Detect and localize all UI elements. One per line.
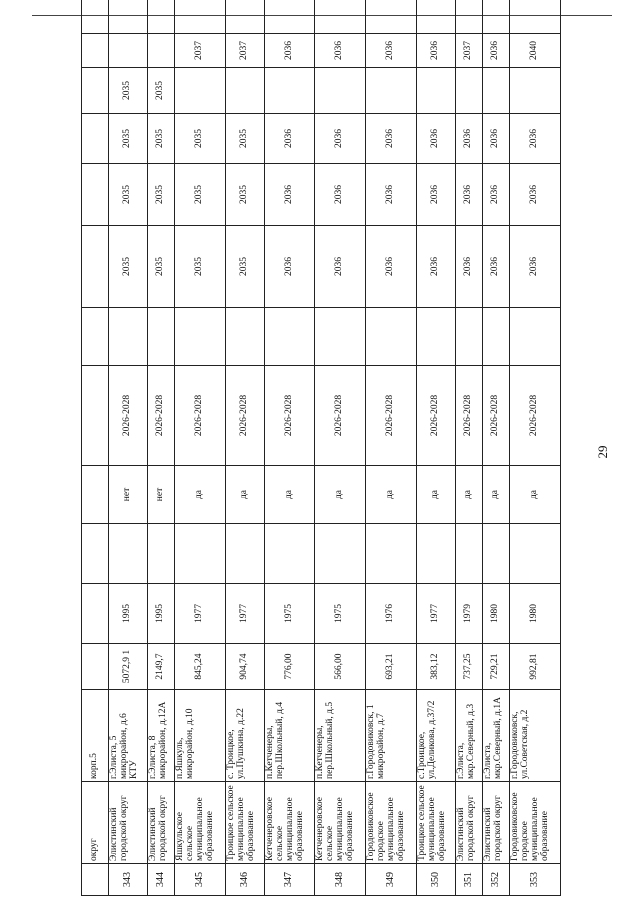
row-number-cell: 348 <box>315 864 366 896</box>
empty-cell <box>416 0 455 34</box>
needs-repair-cell: да <box>416 466 455 524</box>
needs-repair-cell: да <box>225 466 264 524</box>
deadline-4-cell <box>510 68 561 114</box>
empty-cell <box>225 0 264 34</box>
empty-cell <box>483 0 510 34</box>
col6-cell <box>366 524 417 584</box>
col9-cell <box>109 308 148 366</box>
deadline-1-cell: 2036 <box>483 226 510 308</box>
deadline-3-cell: 2036 <box>455 114 482 164</box>
repair-period-cell: 2026-2028 <box>225 366 264 466</box>
area-cell: 904,74 <box>225 644 264 690</box>
deadline-5-cell: 2036 <box>264 34 315 68</box>
header-cell <box>82 524 109 584</box>
col6-cell <box>175 524 226 584</box>
area-cell: 776,00 <box>264 644 315 690</box>
municipality-cell: Элистинский городской округ <box>483 782 510 864</box>
table-row <box>510 0 561 896</box>
deadline-5-cell: 2037 <box>455 34 482 68</box>
col6-cell <box>225 524 264 584</box>
table-row <box>225 0 264 896</box>
deadline-2-cell: 2036 <box>483 164 510 226</box>
deadline-4-cell <box>315 68 366 114</box>
empty-cell <box>147 0 174 34</box>
empty-cell <box>366 0 417 34</box>
deadline-1-cell: 2036 <box>366 226 417 308</box>
empty-cell <box>510 0 561 34</box>
deadline-5-cell: 2036 <box>366 34 417 68</box>
header-cell <box>82 584 109 644</box>
header-cell: корп.5 <box>82 690 109 782</box>
table-header-row <box>82 0 109 896</box>
address-cell: п.Кетченеры, пер.Школьный, д.4 <box>264 690 315 782</box>
repair-period-cell: 2026-2028 <box>175 366 226 466</box>
deadline-5-cell: 2036 <box>416 34 455 68</box>
repair-period-cell: 2026-2028 <box>483 366 510 466</box>
needs-repair-cell: да <box>175 466 226 524</box>
col6-cell <box>147 524 174 584</box>
col9-cell <box>510 308 561 366</box>
address-cell: п.Кетченеры, пер.Школьный, д.5 <box>315 690 366 782</box>
col9-cell <box>225 308 264 366</box>
deadline-2-cell: 2036 <box>264 164 315 226</box>
deadline-3-cell: 2036 <box>315 114 366 164</box>
header-cell <box>82 644 109 690</box>
col9-cell <box>315 308 366 366</box>
build-year-cell: 1980 <box>510 584 561 644</box>
deadline-4-cell <box>264 68 315 114</box>
empty-cell <box>315 0 366 34</box>
address-cell: п.Яшкуль, микрорайон, д.10 <box>175 690 226 782</box>
deadline-2-cell: 2036 <box>510 164 561 226</box>
deadline-5-cell: 2037 <box>175 34 226 68</box>
area-cell: 992,81 <box>510 644 561 690</box>
deadline-3-cell: 2036 <box>483 114 510 164</box>
table-row <box>109 0 148 896</box>
col6-cell <box>455 524 482 584</box>
table-row <box>147 0 174 896</box>
row-number-cell: 345 <box>175 864 226 896</box>
repair-period-cell: 2026-2028 <box>147 366 174 466</box>
deadline-1-cell: 2036 <box>455 226 482 308</box>
col6-cell <box>483 524 510 584</box>
deadline-1-cell: 2035 <box>175 226 226 308</box>
deadline-3-cell: 2036 <box>366 114 417 164</box>
municipality-cell: Элистинский городской округ <box>455 782 482 864</box>
deadline-1-cell: 2035 <box>147 226 174 308</box>
build-year-cell: 1977 <box>416 584 455 644</box>
address-cell: г.Элиста, мкр.Северный, д.3 <box>455 690 482 782</box>
repair-period-cell: 2026-2028 <box>455 366 482 466</box>
table-row <box>483 0 510 896</box>
address-cell: г.Элиста, мкр.Северный, д.1А <box>483 690 510 782</box>
deadline-1-cell: 2035 <box>109 226 148 308</box>
empty-cell <box>175 0 226 34</box>
header-cell <box>82 308 109 366</box>
build-year-cell: 1979 <box>455 584 482 644</box>
area-cell: 845,24 <box>175 644 226 690</box>
needs-repair-cell: да <box>315 466 366 524</box>
col6-cell <box>416 524 455 584</box>
deadline-5-cell <box>109 34 148 68</box>
deadline-1-cell: 2036 <box>416 226 455 308</box>
col9-cell <box>483 308 510 366</box>
municipality-cell: Яшкульское сельское муниципальное образование <box>175 782 226 864</box>
deadline-2-cell: 2036 <box>366 164 417 226</box>
col6-cell <box>109 524 148 584</box>
header-cell <box>82 0 109 34</box>
table-row <box>455 0 482 896</box>
rotated-table-container <box>81 16 561 896</box>
header-cell <box>82 226 109 308</box>
needs-repair-cell: да <box>455 466 482 524</box>
col6-cell <box>315 524 366 584</box>
table-row <box>416 0 455 896</box>
municipality-cell: Троицкое сельское муниципальное образование <box>225 782 264 864</box>
empty-cell <box>109 0 148 34</box>
col9-cell <box>366 308 417 366</box>
municipality-cell: Городовиковское городское муниципальное образование <box>510 782 561 864</box>
header-cell <box>82 68 109 114</box>
header-cell <box>82 34 109 68</box>
build-year-cell: 1995 <box>109 584 148 644</box>
header-cell <box>82 114 109 164</box>
build-year-cell: 1976 <box>366 584 417 644</box>
build-year-cell: 1975 <box>264 584 315 644</box>
row-number-cell: 351 <box>455 864 482 896</box>
area-cell: 383,12 <box>416 644 455 690</box>
row-number-cell: 347 <box>264 864 315 896</box>
area-cell: 693,21 <box>366 644 417 690</box>
repair-period-cell: 2026-2028 <box>264 366 315 466</box>
deadline-2-cell: 2035 <box>109 164 148 226</box>
needs-repair-cell: да <box>483 466 510 524</box>
header-cell <box>82 366 109 466</box>
deadline-3-cell: 2036 <box>264 114 315 164</box>
needs-repair-cell: да <box>510 466 561 524</box>
deadline-5-cell <box>147 34 174 68</box>
col9-cell <box>175 308 226 366</box>
deadline-4-cell <box>455 68 482 114</box>
needs-repair-cell: да <box>264 466 315 524</box>
empty-cell <box>455 0 482 34</box>
deadline-2-cell: 2036 <box>315 164 366 226</box>
municipality-cell: Троицкое сельское муниципальное образование <box>416 782 455 864</box>
build-year-cell: 1977 <box>175 584 226 644</box>
area-cell: 729,21 <box>483 644 510 690</box>
deadline-4-cell <box>366 68 417 114</box>
needs-repair-cell: нет <box>109 466 148 524</box>
area-cell: 737,25 <box>455 644 482 690</box>
build-year-cell: 1980 <box>483 584 510 644</box>
col6-cell <box>510 524 561 584</box>
deadline-3-cell: 2035 <box>109 114 148 164</box>
page-number: 29 <box>595 445 610 459</box>
deadline-5-cell: 2036 <box>483 34 510 68</box>
row-number-cell: 346 <box>225 864 264 896</box>
deadline-1-cell: 2036 <box>510 226 561 308</box>
deadline-2-cell: 2035 <box>225 164 264 226</box>
address-cell: с.Троицкое, ул.Деликова, д.37/2 <box>416 690 455 782</box>
col9-cell <box>455 308 482 366</box>
row-number-cell: 352 <box>483 864 510 896</box>
col9-cell <box>264 308 315 366</box>
municipality-cell: Элистинский городской округ <box>109 782 148 864</box>
header-cell <box>82 466 109 524</box>
deadline-4-cell <box>225 68 264 114</box>
municipality-cell: Элистинский городской округ <box>147 782 174 864</box>
deadline-4-cell: 2035 <box>109 68 148 114</box>
table-row <box>315 0 366 896</box>
col9-cell <box>147 308 174 366</box>
address-cell: г.Городовиковск, ул.Советская, д.2 <box>510 690 561 782</box>
row-number-cell: 349 <box>366 864 417 896</box>
deadline-1-cell: 2036 <box>264 226 315 308</box>
header-cell <box>82 864 109 896</box>
deadline-3-cell: 2035 <box>175 114 226 164</box>
area-cell: 5072,9 1 <box>109 644 148 690</box>
deadline-1-cell: 2036 <box>315 226 366 308</box>
deadline-2-cell: 2035 <box>147 164 174 226</box>
deadline-2-cell: 2036 <box>416 164 455 226</box>
address-cell: г.Городовиковск, 1 микрорайон, д.7 <box>366 690 417 782</box>
area-cell: 566,00 <box>315 644 366 690</box>
header-cell: округ <box>82 782 109 864</box>
deadline-4-cell <box>175 68 226 114</box>
row-number-cell: 353 <box>510 864 561 896</box>
deadline-3-cell: 2036 <box>510 114 561 164</box>
repair-period-cell: 2026-2028 <box>366 366 417 466</box>
municipality-cell: Кетченеровское сельское муниципальное образование <box>264 782 315 864</box>
housing-program-table <box>81 0 561 896</box>
row-number-cell: 350 <box>416 864 455 896</box>
deadline-4-cell <box>483 68 510 114</box>
build-year-cell: 1995 <box>147 584 174 644</box>
address-cell: с. Троицкое, ул.Пушкина, д.22 <box>225 690 264 782</box>
empty-cell <box>264 0 315 34</box>
address-cell: г.Элиста, 8 микрорайон, д.12А <box>147 690 174 782</box>
table-row <box>366 0 417 896</box>
repair-period-cell: 2026-2028 <box>315 366 366 466</box>
header-cell <box>82 164 109 226</box>
deadline-1-cell: 2035 <box>225 226 264 308</box>
needs-repair-cell: да <box>366 466 417 524</box>
table-row <box>264 0 315 896</box>
deadline-2-cell: 2036 <box>455 164 482 226</box>
deadline-4-cell <box>416 68 455 114</box>
row-number-cell: 344 <box>147 864 174 896</box>
needs-repair-cell: нет <box>147 466 174 524</box>
deadline-5-cell: 2037 <box>225 34 264 68</box>
col6-cell <box>264 524 315 584</box>
col9-cell <box>416 308 455 366</box>
deadline-3-cell: 2036 <box>416 114 455 164</box>
municipality-cell: Кетченеровское сельское муниципальное образование <box>315 782 366 864</box>
deadline-5-cell: 2036 <box>315 34 366 68</box>
deadline-3-cell: 2035 <box>147 114 174 164</box>
repair-period-cell: 2026-2028 <box>109 366 148 466</box>
row-number-cell: 343 <box>109 864 148 896</box>
address-cell: г.Элиста, 5 микрорайон, д.6 КТУ <box>109 690 148 782</box>
area-cell: 2149,7 <box>147 644 174 690</box>
repair-period-cell: 2026-2028 <box>510 366 561 466</box>
deadline-4-cell: 2035 <box>147 68 174 114</box>
deadline-2-cell: 2035 <box>175 164 226 226</box>
build-year-cell: 1975 <box>315 584 366 644</box>
build-year-cell: 1977 <box>225 584 264 644</box>
repair-period-cell: 2026-2028 <box>416 366 455 466</box>
deadline-5-cell: 2040 <box>510 34 561 68</box>
deadline-3-cell: 2035 <box>225 114 264 164</box>
municipality-cell: Городовиковское городское муниципальное образование <box>366 782 417 864</box>
table-row <box>175 0 226 896</box>
